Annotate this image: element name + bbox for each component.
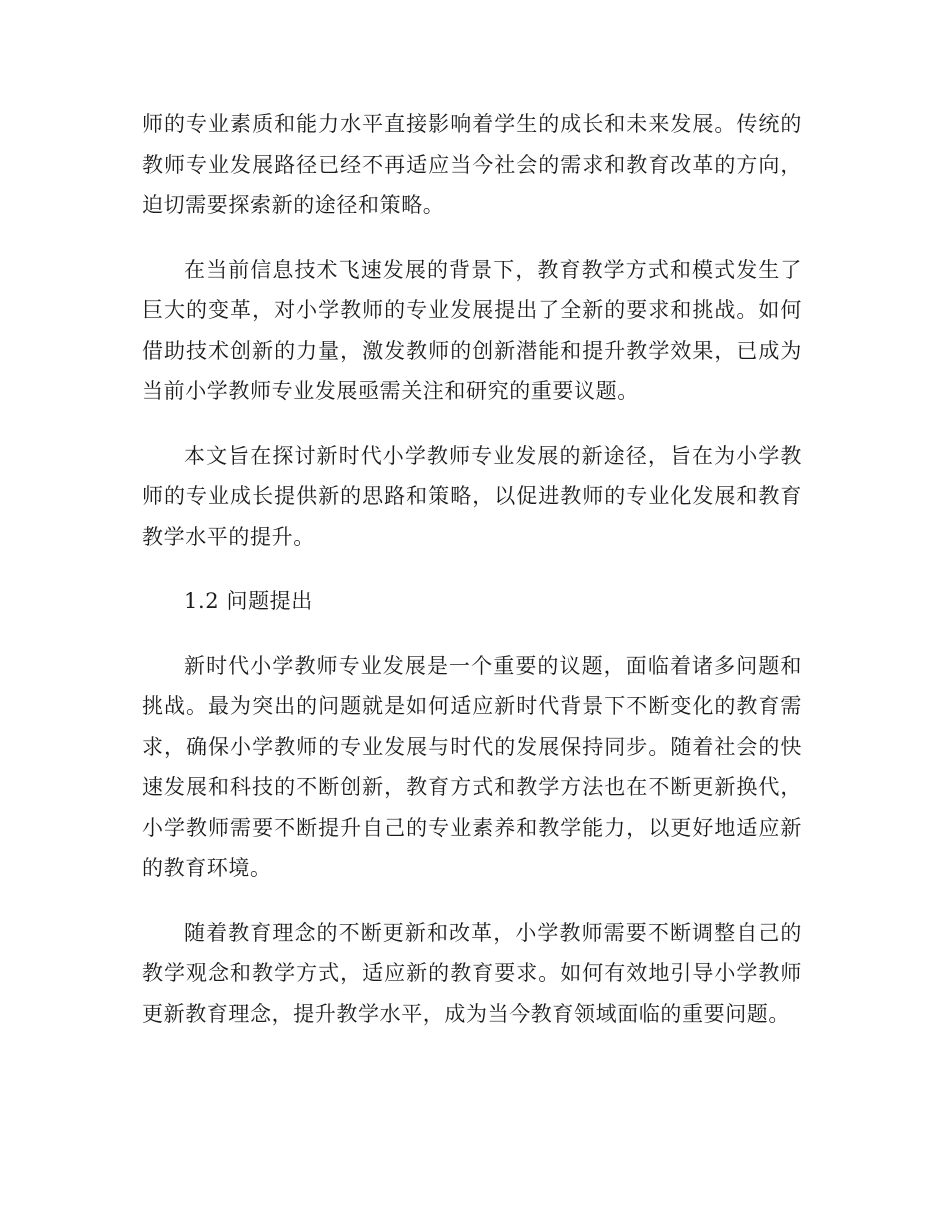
paragraph-problem-1: 新时代小学教师专业发展是一个重要的议题，面临着诸多问题和挑战。最为突出的问题就是如何适应新时代背景下不断变化的教育需求，确保小学教师的专业发展与时代的发展保持同步。随着社会的快速发展和科技的不断创新，教育方式和教学方法也在不断更新换代，小学教师需要不断提升自己的专业素养和教学能力，以更好地适应新的教育环境。 bbox=[142, 653, 802, 880]
paragraph-background: 在当前信息技术飞速发展的背景下，教育教学方式和模式发生了巨大的变革，对小学教师的专业发展提出了全新的要求和挑战。如何借助技术创新的力量，激发教师的创新潜能和提升教学效果，已成为当前小学教师专业发展亟需关注和研究的重要议题。 bbox=[142, 257, 802, 403]
section-heading: 1.2 问题提出 bbox=[184, 589, 313, 613]
paragraph-continued: 师的专业素质和能力水平直接影响着学生的成长和未来发展。传统的教师专业发展路径已经不再适应当今社会的需求和教育改革的方向，迫切需要探索新的途径和策略。 bbox=[142, 112, 802, 217]
paragraph-problem-2: 随着教育理念的不断更新和改革，小学教师需要不断调整自己的教学观念和教学方式，适应新的教育要求。如何有效地引导小学教师更新教育理念，提升教学水平，成为当今教育领域面临的重要问题。 bbox=[142, 920, 802, 1026]
paragraph-purpose: 本文旨在探讨新时代小学教师专业发展的新途径，旨在为小学教师的专业成长提供新的思路和策略，以促进教师的专业化发展和教育教学水平的提升。 bbox=[142, 443, 802, 549]
document-body bbox=[142, 104, 802, 1058]
